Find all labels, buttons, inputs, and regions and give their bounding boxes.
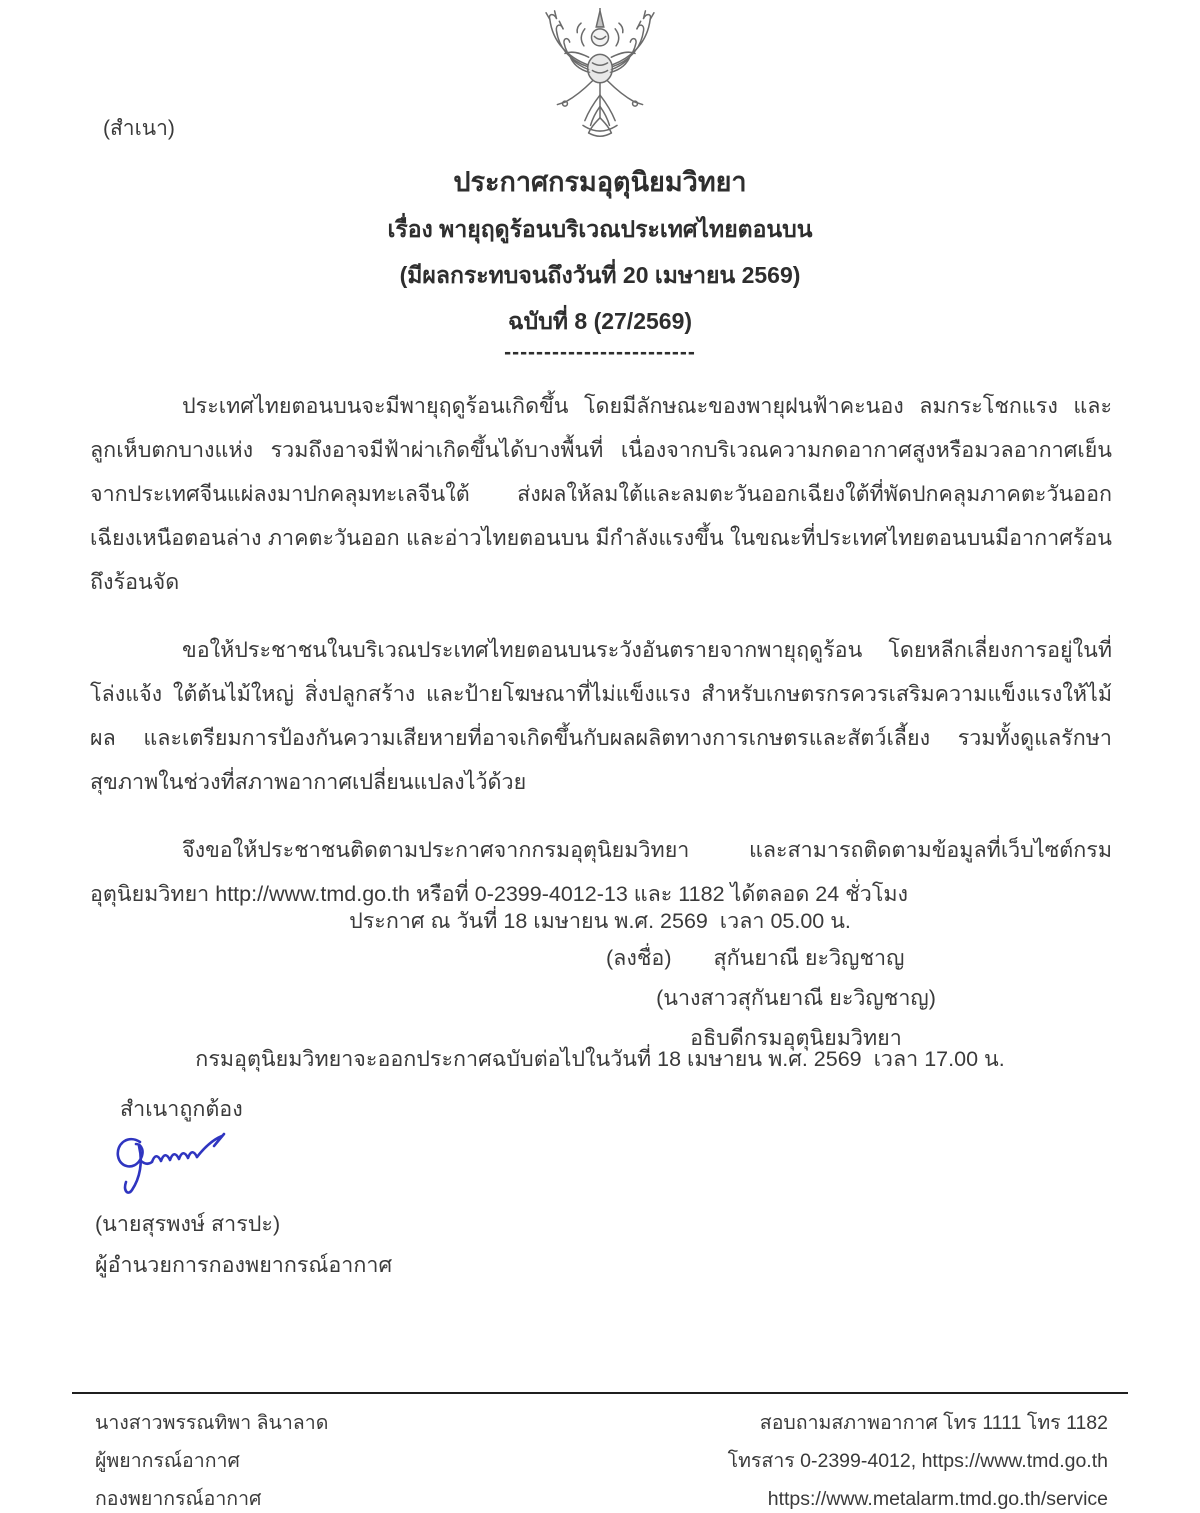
certifier-block: [95, 1204, 392, 1286]
separator-dashes: ------------------------: [504, 341, 696, 364]
issue-number-line: ฉบับที่ 8 (27/2569): [507, 308, 693, 334]
signer-full-name: (นางสาวสุกันยาณี ยะวิญชาญ): [656, 986, 936, 1010]
document-title: ประกาศกรมอุตุนิยมวิทยา: [453, 167, 747, 197]
certified-copy-label: สำเนาถูกต้อง: [120, 1097, 243, 1121]
signed-label: (ลงชื่อ): [606, 946, 672, 970]
forecaster-title: ผู้พยากรณ์อากาศ: [95, 1450, 240, 1472]
paragraph-3: จึงขอให้ประชาชนติดตามประกาศจากกรมอุตุนิยมวิทยา และสามารถติดตามข้อมูลที่เว็บไซต์กรมอุตุนิยมวิทยา http://www.tmd.go.th หรือที่ 0-2399-4012-13 และ 1182 ได้ตลอด 24 ชั่วโมง: [90, 838, 1112, 906]
garuda-emblem-icon: [524, 8, 676, 155]
handwritten-signature-icon: [110, 1116, 250, 1203]
signed-line: [598, 938, 978, 978]
footer-contact-info: [728, 1404, 1108, 1513]
signer-name: สุกันยาณี ยะวิญชาญ: [713, 946, 905, 970]
footer-divider: [72, 1392, 1128, 1394]
issued-line-1: ประกาศ ณ วันที่ 18 เมษายน พ.ศ. 2569 เวลา 05.00 น.: [349, 909, 851, 933]
signer-position: อธิบดีกรมอุตุนิยมวิทยา: [690, 1026, 902, 1050]
paragraph-2: ขอให้ประชาชนในบริเวณประเทศไทยตอนบนระวังอันตรายจากพายุฤดูร้อน โดยหลีกเลี่ยงการอยู่ในที่โล่งแจ้ง ใต้ต้นไม้ใหญ่ สิ่งปลูกสร้าง และป้ายโฆษณาที่ไม่แข็งแรง สำหรับเกษตรกรควรเสริมความแข็งแรงให้ไม้ผล และเตรียมการป้องกันความเสียหายที่อาจเกิดขึ้นกับผลผลิตทางการเกษตรและสัตว์เลี้ยง รวมทั้งดูแลรักษาสุขภาพในช่วงที่สภาพอากาศเปลี่ยนแปลงไว้ด้วย: [90, 638, 1112, 794]
signer-block: [598, 938, 978, 1058]
contact-metalarm-url: https://www.metalarm.tmd.go.th/service: [767, 1488, 1108, 1510]
document-subject: เรื่อง พายุฤดูร้อนบริเวณประเทศไทยตอนบน: [387, 216, 813, 242]
paragraph-1: ประเทศไทยตอนบนจะมีพายุฤดูร้อนเกิดขึ้น โดยมีลักษณะของพายุฝนฟ้าคะนอง ลมกระโชกแรง และลูกเห็บตกบางแห่ง รวมถึงอาจมีฟ้าผ่าเกิดขึ้นได้บางพื้นที่ เนื่องจากบริเวณความกดอากาศสูงหรือมวลอากาศเย็นจากประเทศจีนแผ่ลงมาปกคลุมทะเลจีนใต้ ส่งผลให้ลมใต้และลมตะวันออกเฉียงใต้ที่พัดปกคลุมภาคตะวันออกเฉียงเหนือตอนล่าง ภาคตะวันออก และอ่าวไทยตอนบน มีกำลังแรงขึ้น ในขณะที่ประเทศไทยตอนบนมีอากาศร้อนถึงร้อนจัด: [90, 394, 1112, 594]
footer-forecaster-info: [95, 1404, 328, 1513]
certifier-name: (นายสุรพงษ์ สารปะ): [95, 1212, 281, 1236]
certifier-position: ผู้อำนวยการกองพยากรณ์อากาศ: [95, 1253, 393, 1277]
issued-line-2: กรมอุตุนิยมวิทยาจะออกประกาศฉบับต่อไปในวันที่ 18 เมษายน พ.ศ. 2569 เวลา 17.00 น.: [195, 1047, 1005, 1071]
effective-until-line: (มีผลกระทบจนถึงวันที่ 20 เมษายน 2569): [399, 262, 801, 288]
forecaster-division: กองพยากรณ์อากาศ: [95, 1488, 262, 1510]
contact-fax-website-line: โทรสาร 0-2399-4012, https://www.tmd.go.th: [727, 1450, 1108, 1472]
copy-label: (สำเนา): [103, 117, 175, 140]
contact-phone-line: สอบถามสภาพอากาศ โทร 1111 โทร 1182: [759, 1412, 1108, 1434]
forecaster-name: นางสาวพรรณทิพา ลินาลาด: [95, 1412, 329, 1434]
